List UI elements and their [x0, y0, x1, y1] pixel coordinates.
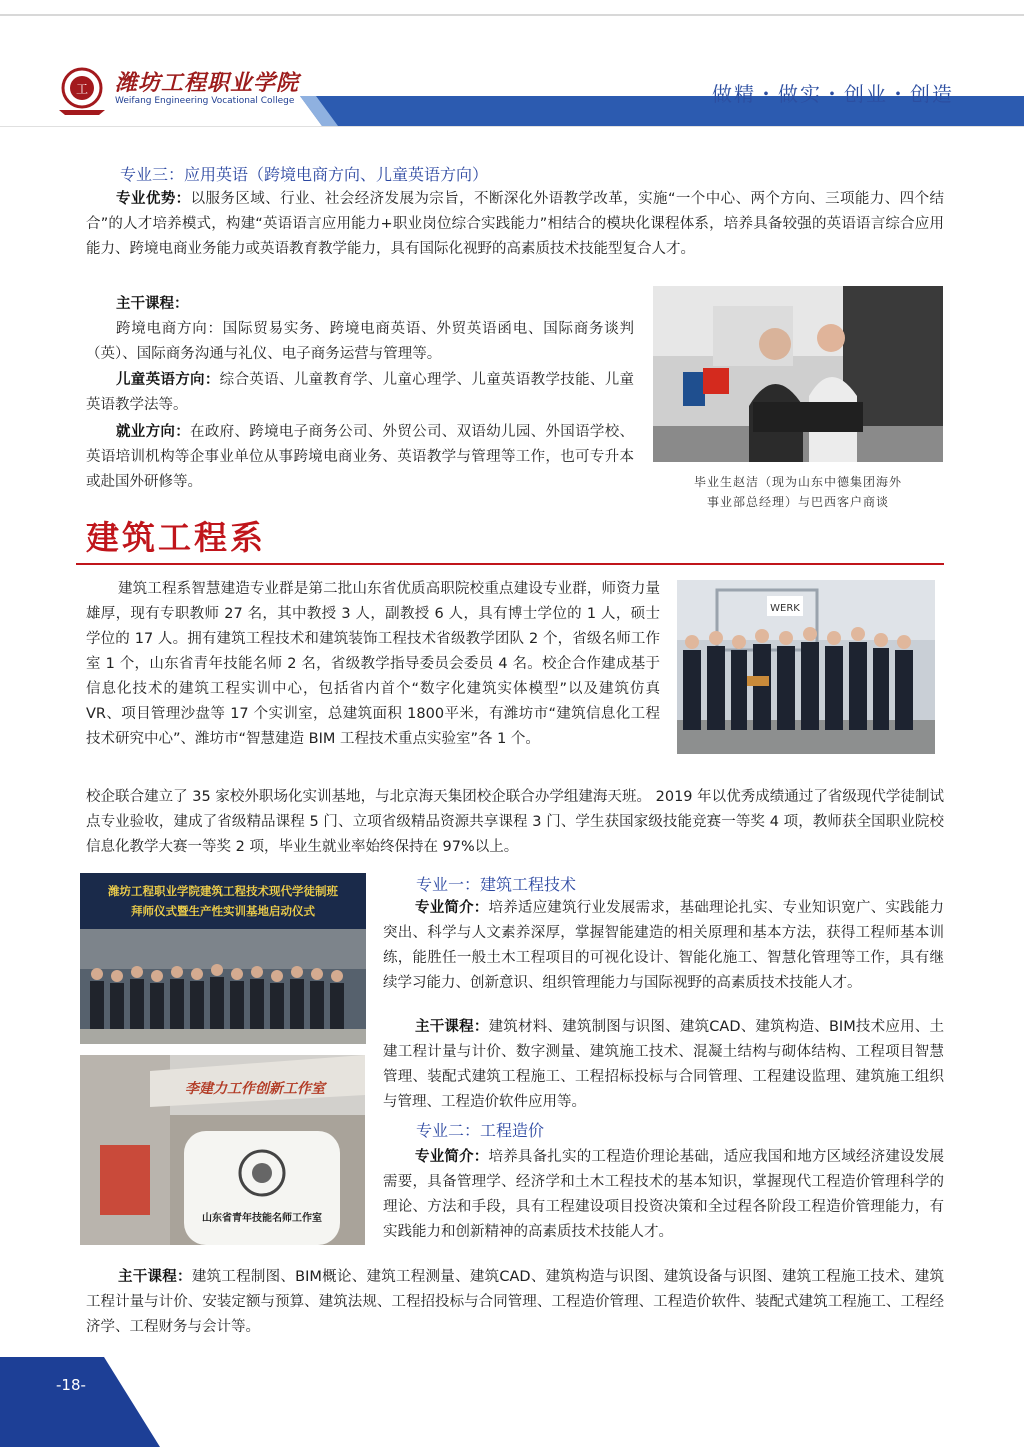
major3-title: 专业三：应用英语（跨境电商方向、儿童英语方向） — [120, 165, 489, 184]
major1-core-courses: 主干课程：建筑材料、建筑制图与识图、建筑CAD、建筑构造、BIM技术应用、土建工程计量与计价、数字测量、建筑施工技术、混凝土结构与砌体结构、工程项目智慧管理、装配式建筑工程施工、工程招标投标与合同管理、工程建设监理、建筑施工组织与管理、工程造价软件应用等。 — [383, 1019, 944, 1110]
major2-intro: 专业简介：培养具备扎实的工程造价理论基础，适应我国和地方区域经济建设发展需要，具备管理学、经济学和土木工程技术的基本知识，掌握现代工程造价管理科学的理论、方法和手段，具有工程建设项目投资决策和全过程各阶段工程造价管理能力，有实践能力和创新精神的高素质技术技能人才。 — [383, 1149, 944, 1240]
department-title: 建筑工程系 — [86, 518, 266, 557]
advantage-label: 专业优势： — [116, 191, 191, 207]
apprenticeship-ceremony-photo — [80, 873, 366, 1044]
major1-intro: 专业简介：培养适应建筑行业发展需求，基础理论扎实、专业知识宽广、实践能力突出、科学与人文素养深厚，掌握智能建造的相关原理和基本方法，获得工程师基本训练，能胜任一般土木工程项目的可视化设计、智能化施工、智慧化管理等工作，具有继续学习能力、创新意识、组织管理能力与国际视野的高素质技术技能人才。 — [383, 900, 944, 991]
studio-wall-lettering: 李建力工作创新工作室 — [185, 1081, 325, 1097]
major3-employment: 就业方向：在政府、跨境电子商务公司、外贸公司、双语幼儿园、外国语学校、英语培训机构等企事业单位从事跨境电商业务、英语教学与管理等工作，也可专升本或赴国外研修等。 — [86, 424, 634, 490]
major3-cross-border: 跨境电商方向：国际贸易实务、跨境电商英语、外贸英语函电、国际商务谈判（英）、国际商务沟通与礼仪、电子商务运营与管理等。 — [86, 321, 634, 362]
graduate-meeting-photo — [653, 286, 943, 462]
photo-caption-line2: 事业部总经理）与巴西客户商谈 — [706, 495, 889, 509]
major1-title: 专业一：建筑工程技术 — [416, 875, 577, 894]
studio-plaque-text: 山东省青年技能名师工作室 — [202, 1213, 322, 1224]
major3-advantage — [86, 187, 944, 262]
logo-english-name: Weifang Engineering Vocational College — [115, 96, 295, 106]
advantage-text: 以服务区域、行业、社会经济发展为宗旨，不断深化外语教学改革，实施“一个中心、两个方向、三项能力、四个结合”的人才培养模式，构建“英语语言应用能力+职业岗位综合实践能力”相结合的模块化课程体系，培养具备较强的英语语言综合应用能力、跨境电商业务能力或英语教育教学能力，具有国际化视野的高素质技术技能型复合人才。 — [86, 191, 944, 257]
page-number: -18- — [56, 1376, 86, 1394]
footer-page-tab — [0, 1357, 160, 1447]
department-intro-continued: 校企联合建立了 35 家校外职场化实训基地，与北京海天集团校企联合办学组建海天班。 2019 年以优秀成绩通过了省级现代学徒制试点专业验收，建成了省级精品课程 5 门、立项省级精品资源共享课程 3 门、学生获国家级技能竞赛一等奖 4 项，教师获全国职业院校信息化教学大赛一等奖 2 项，毕业生就业率始终保持在 97%以上。 — [86, 789, 944, 855]
ceremony-banner-line1: 潍坊工程职业学院建筑工程技术现代学徒制班 — [108, 884, 338, 898]
department-rule — [76, 563, 944, 565]
exhibition-sign-text: WERK — [770, 603, 800, 614]
delegation-group-photo — [677, 580, 935, 754]
photo-caption-line1: 毕业生赵洁（现为山东中德集团海外 — [693, 475, 902, 489]
major3-core-label: 主干课程： — [116, 296, 189, 312]
major2-title: 专业二：工程造价 — [416, 1121, 545, 1140]
major3-child-english: 儿童英语方向：综合英语、儿童教育学、儿童心理学、儿童英语教学技能、儿童英语教学法等。 — [86, 372, 635, 413]
college-motto: 做精・做实・创业・创造 — [712, 82, 954, 106]
svg-text:工: 工 — [75, 82, 89, 96]
college-logo — [55, 66, 300, 116]
college-emblem-icon — [55, 66, 109, 116]
skills-master-studio-photo — [80, 1055, 365, 1245]
ceremony-banner-line2: 拜师仪式暨生产性实训基地启动仪式 — [131, 904, 315, 918]
top-rule — [0, 14, 1024, 16]
logo-chinese-name: 潍坊工程职业学院 — [115, 70, 300, 96]
major2-core-courses: 主干课程：建筑工程制图、BIM概论、建筑工程测量、建筑CAD、建筑构造与识图、建筑设备与识图、建筑工程施工技术、建筑工程计量与计价、安装定额与预算、建筑法规、工程招投标与合同管理、工程造价管理、工程造价软件、装配式建筑工程施工、工程经济学、工程财务与会计等。 — [86, 1269, 944, 1335]
header-underline — [0, 126, 1024, 127]
department-intro: 建筑工程系智慧建造专业群是第二批山东省优质高职院校重点建设专业群，师资力量雄厚，现有专职教师 27 名，其中教授 3 人，副教授 6 人，具有博士学位的 1 人，硕士学位的 17 人。拥有建筑工程技术和建筑装饰工程技术省级教学团队 2 个，省级名师工作室 1 个，山东省青年技能名师 2 名，省级教学指导委员会委员 4 名。校企合作建成基于信息化技术的建筑工程实训中心，包括省内首个“数字化建筑实体模型”以及建筑仿真 VR、项目管理沙盘等 17 个实训室，总建筑面积 1800平米，有潍坊市“建筑信息化工程技术研究中心”、潍坊市“智慧建造 BIM 工程技术重点实验室”各 1 个。 — [86, 581, 660, 747]
